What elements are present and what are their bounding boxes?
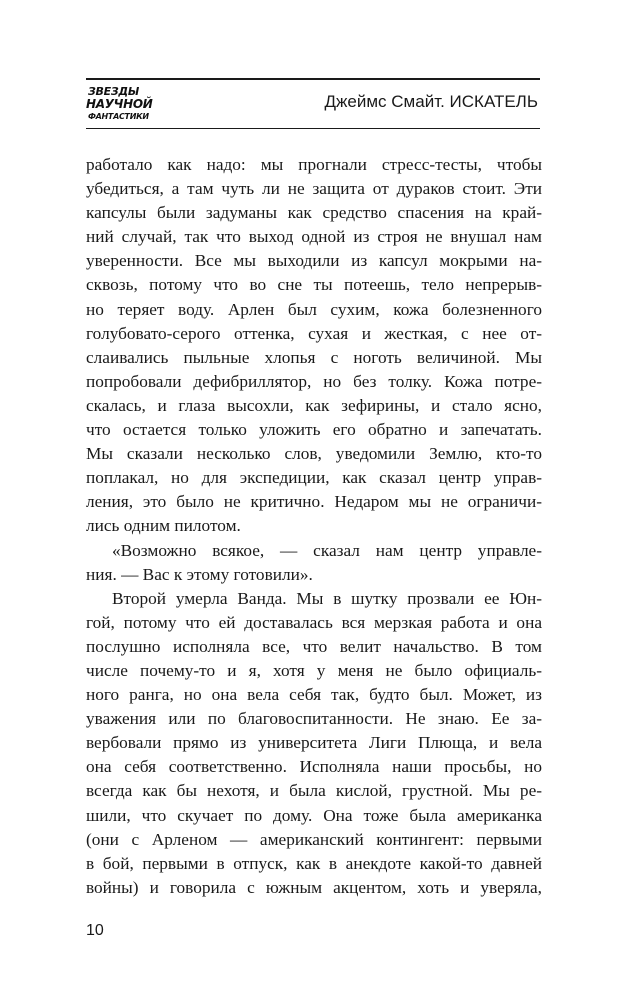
- text-line: ний случай, так что выход одной из строя не внушал нам: [86, 227, 542, 247]
- text-line: уважения или по благовоспитанности. Не знаю. Ее за-: [86, 709, 542, 729]
- text-line: (они с Арленом — американский контингент: первыми: [86, 829, 542, 849]
- series-logo: [86, 84, 156, 124]
- text-line: всегда как бы нехотя, и была кислой, грустной. Мы ре-: [86, 781, 542, 801]
- text-line: шили, что скучает по дому. Она тоже была американка: [86, 805, 542, 825]
- page-number: 10: [86, 922, 104, 939]
- text-line: ления, это было не критично. Недаром мы не ограничи-: [86, 492, 542, 512]
- series-logo-line-1: ЗВЕЗДЫ: [88, 85, 139, 98]
- text-line: «Возможно всякое, — сказал нам центр управле-: [112, 540, 542, 560]
- header-rule-bottom: [86, 128, 540, 129]
- text-line: поплакал, но для экспедиции, как сказал центр управ-: [86, 468, 542, 488]
- text-line: убедиться, а там чуть ли не защита от дураков стоит. Эти: [86, 179, 542, 199]
- text-line: лись одним пилотом.: [86, 516, 241, 536]
- text-line: голубовато-серого оттенка, сухая и жесткая, с нее от-: [86, 323, 542, 343]
- text-line: войны) и говорила с южным акцентом, хоть и уверяла,: [86, 877, 542, 897]
- text-line: попробовали дефибриллятор, но без толку. Кожа потре-: [86, 371, 542, 391]
- text-line: Мы сказали несколько слов, уведомили Землю, кто-то: [86, 444, 542, 464]
- text-line: что остается только уложить его обратно и запечатать.: [86, 420, 542, 440]
- text-line: сквозь, потому что во сне ты потеешь, тело непрерыв-: [86, 275, 542, 295]
- body-text: [86, 153, 542, 900]
- text-line: слаивались пыльные хлопья с ноготь величиной. Мы: [86, 347, 542, 367]
- text-line: скалась, и глаза высохли, как зефирины, и стало ясно,: [86, 395, 542, 415]
- text-line: Второй умерла Ванда. Мы в шутку прозвали ее Юн-: [112, 588, 542, 608]
- header-rule-top: [86, 78, 540, 80]
- text-line: числе почему-то и я, хотя у меня не было официаль-: [86, 660, 542, 680]
- text-line: гой, потому что ей доставалась вся мерзкая работа и она: [86, 612, 542, 632]
- text-line: уверенности. Все мы выходили из капсул мокрыми на-: [86, 251, 542, 271]
- text-line: ного ранга, но она вела себя так, будто был. Может, из: [86, 685, 542, 705]
- text-line: работало как надо: мы прогнали стресс-тесты, чтобы: [86, 155, 542, 174]
- series-logo-line-2: НАУЧНОЙ: [86, 97, 153, 111]
- text-line: она себя соответственно. Исполняла наши просьбы, но: [86, 757, 542, 777]
- series-logo-line-3: ФАНТАСТИКИ: [88, 112, 149, 121]
- text-line: капсулы были задуманы как средство спасения на край-: [86, 203, 542, 223]
- text-line: но теряет воду. Арлен был сухим, кожа болезненного: [86, 299, 542, 319]
- text-line: вербовали прямо из университета Лиги Плюща, и вела: [86, 733, 542, 753]
- text-line: послушно исполняла все, что велит начальство. В том: [86, 636, 542, 656]
- page-header: [86, 78, 540, 130]
- text-line: ния. — Вас к этому готовили».: [86, 564, 313, 584]
- running-title: Джеймс Смайт. ИСКАТЕЛЬ: [324, 92, 538, 111]
- text-line: в бой, первыми в отпуск, как в анекдоте какой-то давней: [86, 853, 542, 873]
